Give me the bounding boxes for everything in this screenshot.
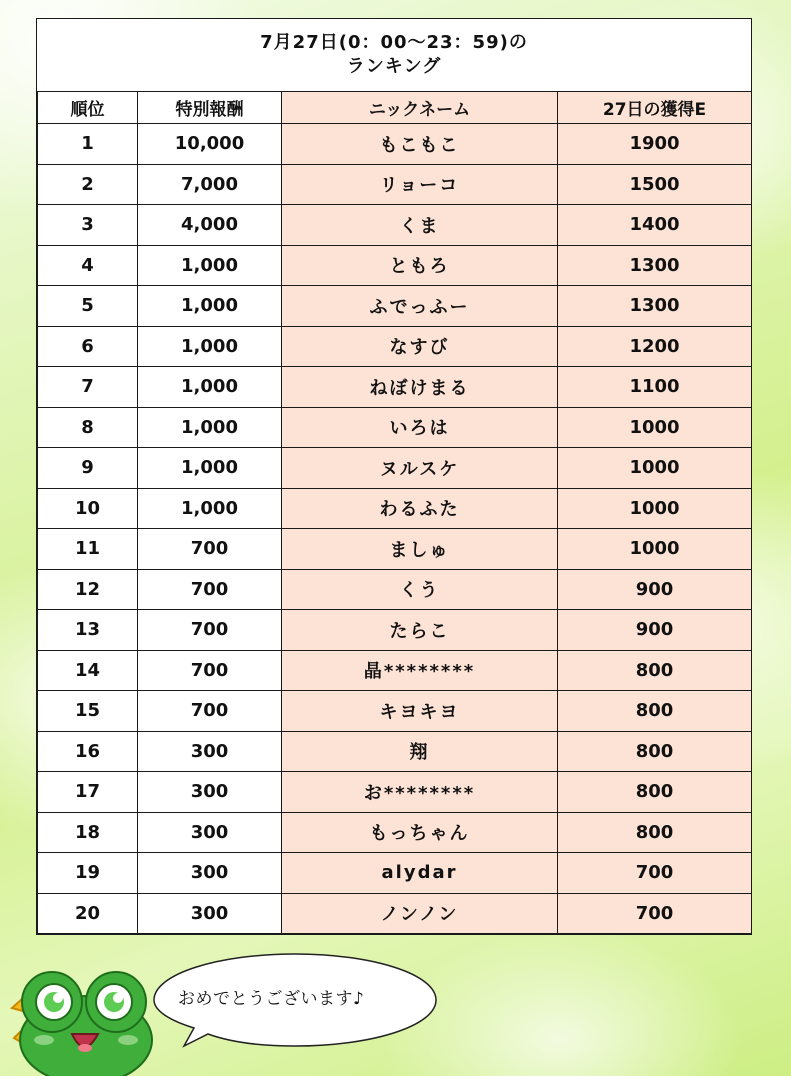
- header-earned: 27日の獲得E: [558, 92, 752, 124]
- rank-cell: 14: [38, 650, 138, 691]
- rank-cell: 9: [38, 448, 138, 489]
- rank-cell: 20: [38, 893, 138, 934]
- header-nickname: ニックネーム: [282, 92, 558, 124]
- table-row: [38, 529, 752, 570]
- earned-cell: 1100: [558, 367, 752, 408]
- reward-cell: 4,000: [138, 205, 282, 246]
- reward-cell: 700: [138, 610, 282, 651]
- rank-cell: 16: [38, 731, 138, 772]
- table-row: [38, 367, 752, 408]
- nickname-cell: ねぼけまる: [282, 367, 558, 408]
- earned-cell: 700: [558, 853, 752, 894]
- table-row: [38, 164, 752, 205]
- reward-cell: 300: [138, 772, 282, 813]
- rank-cell: 6: [38, 326, 138, 367]
- nickname-cell: 翔: [282, 731, 558, 772]
- nickname-cell: ノンノン: [282, 893, 558, 934]
- nickname-cell: リョーコ: [282, 164, 558, 205]
- earned-cell: 800: [558, 731, 752, 772]
- reward-cell: 300: [138, 893, 282, 934]
- reward-cell: 700: [138, 691, 282, 732]
- rank-cell: 11: [38, 529, 138, 570]
- table-row: [38, 448, 752, 489]
- earned-cell: 700: [558, 893, 752, 934]
- rank-cell: 15: [38, 691, 138, 732]
- table-row: [38, 124, 752, 165]
- earned-cell: 800: [558, 650, 752, 691]
- rank-cell: 19: [38, 853, 138, 894]
- reward-cell: 1,000: [138, 326, 282, 367]
- reward-cell: 700: [138, 529, 282, 570]
- table-row: [38, 772, 752, 813]
- nickname-cell: もっちゃん: [282, 812, 558, 853]
- earned-cell: 1400: [558, 205, 752, 246]
- nickname-cell: キヨキヨ: [282, 691, 558, 732]
- table-row: [38, 731, 752, 772]
- reward-cell: 700: [138, 569, 282, 610]
- table-row: [38, 286, 752, 327]
- nickname-cell: alydar: [282, 853, 558, 894]
- table-row: [38, 569, 752, 610]
- reward-cell: 700: [138, 650, 282, 691]
- reward-cell: 7,000: [138, 164, 282, 205]
- rank-cell: 7: [38, 367, 138, 408]
- table-row: [38, 245, 752, 286]
- table-row: [38, 812, 752, 853]
- ranking-table: [37, 91, 752, 934]
- rank-cell: 12: [38, 569, 138, 610]
- table-row: [38, 326, 752, 367]
- earned-cell: 800: [558, 772, 752, 813]
- earned-cell: 900: [558, 610, 752, 651]
- ranking-title: [37, 19, 751, 91]
- header-reward: 特別報酬: [138, 92, 282, 124]
- earned-cell: 1900: [558, 124, 752, 165]
- nickname-cell: なすび: [282, 326, 558, 367]
- nickname-cell: お********: [282, 772, 558, 813]
- frog-mascot-icon: [4, 968, 154, 1076]
- table-row: [38, 650, 752, 691]
- table-row: [38, 610, 752, 651]
- earned-cell: 1000: [558, 488, 752, 529]
- earned-cell: 1300: [558, 245, 752, 286]
- nickname-cell: ましゅ: [282, 529, 558, 570]
- reward-cell: 1,000: [138, 245, 282, 286]
- earned-cell: 800: [558, 691, 752, 732]
- nickname-cell: もこもこ: [282, 124, 558, 165]
- reward-cell: 1,000: [138, 367, 282, 408]
- speech-text: おめでとうございます♪: [178, 989, 365, 1009]
- table-row: [38, 853, 752, 894]
- table-row: [38, 488, 752, 529]
- table-row: [38, 407, 752, 448]
- reward-cell: 300: [138, 812, 282, 853]
- earned-cell: 1000: [558, 529, 752, 570]
- table-row: [38, 691, 752, 732]
- earned-cell: 1000: [558, 407, 752, 448]
- nickname-cell: ふでっふー: [282, 286, 558, 327]
- rank-cell: 18: [38, 812, 138, 853]
- rank-cell: 1: [38, 124, 138, 165]
- nickname-cell: わるふた: [282, 488, 558, 529]
- table-row: [38, 205, 752, 246]
- nickname-cell: ともろ: [282, 245, 558, 286]
- header-rank: 順位: [38, 92, 138, 124]
- earned-cell: 1200: [558, 326, 752, 367]
- reward-cell: 1,000: [138, 488, 282, 529]
- reward-cell: 300: [138, 731, 282, 772]
- rank-cell: 4: [38, 245, 138, 286]
- reward-cell: 300: [138, 853, 282, 894]
- nickname-cell: ヌルスケ: [282, 448, 558, 489]
- rank-cell: 5: [38, 286, 138, 327]
- earned-cell: 1500: [558, 164, 752, 205]
- rank-cell: 3: [38, 205, 138, 246]
- title-line-1: 7月27日(0：00～23：59)の: [260, 32, 528, 53]
- nickname-cell: くう: [282, 569, 558, 610]
- rank-cell: 17: [38, 772, 138, 813]
- earned-cell: 1300: [558, 286, 752, 327]
- reward-cell: 10,000: [138, 124, 282, 165]
- nickname-cell: 晶********: [282, 650, 558, 691]
- nickname-cell: たらこ: [282, 610, 558, 651]
- earned-cell: 800: [558, 812, 752, 853]
- rank-cell: 2: [38, 164, 138, 205]
- ranking-sheet: [36, 18, 752, 935]
- nickname-cell: いろは: [282, 407, 558, 448]
- reward-cell: 1,000: [138, 286, 282, 327]
- earned-cell: 900: [558, 569, 752, 610]
- table-header-row: [38, 92, 752, 124]
- reward-cell: 1,000: [138, 448, 282, 489]
- table-row: [38, 893, 752, 934]
- rank-cell: 10: [38, 488, 138, 529]
- earned-cell: 1000: [558, 448, 752, 489]
- rank-cell: 13: [38, 610, 138, 651]
- title-line-2: ランキング: [346, 56, 442, 77]
- rank-cell: 8: [38, 407, 138, 448]
- reward-cell: 1,000: [138, 407, 282, 448]
- nickname-cell: くま: [282, 205, 558, 246]
